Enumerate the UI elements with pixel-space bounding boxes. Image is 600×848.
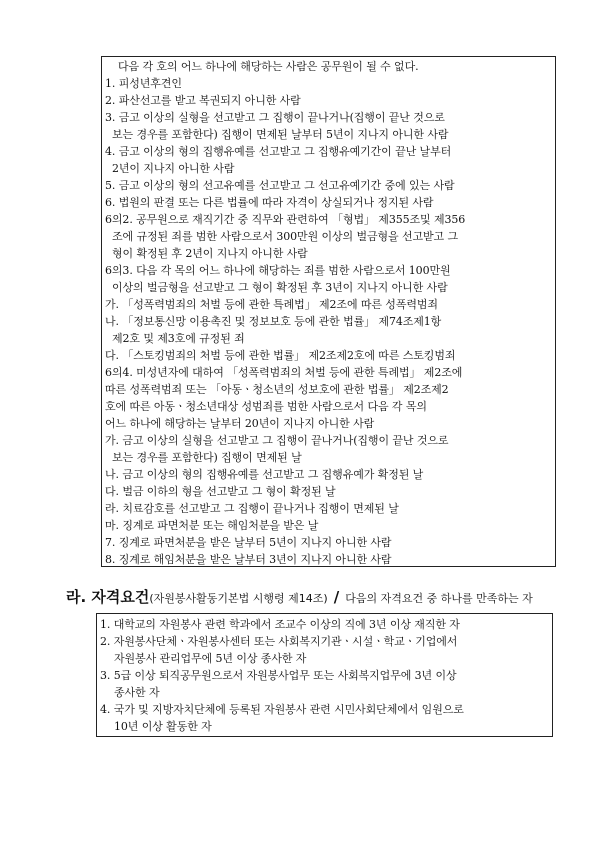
list-item: 8. 징계로 해임처분을 받은 날부터 3년이 지나지 아니한 사람: [105, 553, 392, 566]
list-item: 3. 5급 이상 퇴직공무원으로서 자원봉사업무 또는 사회복지업무에 3년 이상: [100, 669, 457, 682]
list-item: 2. 파산선고를 받고 복권되지 아니한 사람: [105, 94, 301, 107]
sub-list-item: 마. 징계로 파면처분 또는 해임처분을 받은 날: [105, 519, 319, 532]
list-item-continuation: 종사한 자: [114, 686, 160, 699]
list-item-continuation: 10년 이상 활동한 자: [114, 720, 212, 733]
list-item: 1. 대학교의 자원봉사 관련 학과에서 조교수 이상의 직에 3년 이상 재직한 자: [100, 618, 460, 631]
sub-list-item: 다. 벌금 이하의 형을 선고받고 그 형이 확정된 날: [105, 485, 336, 498]
list-item-continuation: 호에 따른 아동ㆍ청소년대상 성범죄를 범한 사람으로서 다음 각 목의: [105, 400, 427, 413]
list-item-continuation: 어느 하나에 해당하는 날부터 20년이 지나지 아니한 사람: [105, 417, 375, 430]
list-item: 4. 금고 이상의 형의 집행유예를 선고받고 그 집행유예기간이 끝난 날부터: [105, 145, 452, 158]
list-item: 6의4. 미성년자에 대하여 「성폭력범죄의 처벌 등에 관한 특례법」 제2조에: [105, 366, 463, 379]
list-item: 1. 피성년후견인: [105, 77, 182, 90]
list-item: 6의3. 다음 각 목의 어느 하나에 해당하는 죄를 범한 사람으로서 100만원: [105, 264, 451, 277]
section-heading: [66, 586, 533, 610]
box-intro-text: 다음 각 호의 어느 하나에 해당하는 사람은 공무원이 될 수 없다.: [118, 60, 419, 73]
list-item-continuation: 보는 경우를 포함한다) 집행이 면제된 날부터 5년이 지나지 아니한 사람: [112, 128, 449, 141]
list-item: 6. 법원의 판결 또는 다른 법률에 따라 자격이 상실되거나 정지된 사람: [105, 196, 434, 209]
sub-list-item: 나. 「정보통신망 이용촉진 및 정보보호 등에 관한 법률」 제74조제1항: [105, 315, 442, 328]
list-item-continuation: 이상의 벌금형을 선고받고 그 형이 확정된 후 3년이 지나지 아니한 사람: [112, 281, 448, 294]
sub-list-item: 라. 치료감호를 선고받고 그 집행이 끝나거나 집행이 면제된 날: [105, 502, 399, 515]
sub-list-item-continuation: 보는 경우를 포함한다) 집행이 면제된 날: [112, 451, 302, 464]
section-heading-description: 다음의 자격요건 중 하나를 만족하는 자: [345, 592, 533, 605]
list-item-continuation: 자원봉사 관리업무에 5년 이상 종사한 자: [114, 652, 307, 665]
sub-list-item: 가. 「성폭력범죄의 처벌 등에 관한 특례법」 제2조에 따른 성폭력범죄: [105, 298, 438, 311]
list-item: 3. 금고 이상의 실형을 선고받고 그 집행이 끝나거나(집행이 끝난 것으로: [105, 111, 445, 124]
list-item-continuation: 조에 규정된 죄를 범한 사람으로서 300만원 이상의 벌금형을 선고받고 그: [112, 230, 458, 243]
disqualification-box: [101, 56, 556, 567]
sub-list-item: 나. 금고 이상의 형의 집행유예를 선고받고 그 집행유예가 확정된 날: [105, 468, 424, 481]
sub-list-item: 가. 금고 이상의 실형을 선고받고 그 집행이 끝나거나(집행이 끝난 것으로: [105, 434, 449, 447]
section-heading-separator: /: [333, 588, 340, 606]
list-item: 4. 국가 및 지방자치단체에 등록된 자원봉사 관련 시민사회단체에서 임원으로: [100, 703, 464, 716]
list-item: 6의2. 공무원으로 재직기간 중 직무와 관련하여 「형법」 제355조및 제356: [105, 213, 466, 226]
sub-list-item-continuation: 제2호 및 제3호에 규정된 죄: [112, 332, 245, 345]
list-item-continuation: 2년이 지나지 아니한 사람: [112, 162, 235, 175]
section-heading-reference: (자원봉사활동기본법 시행령 제14조): [149, 592, 328, 605]
list-item-continuation: 따른 성폭력범죄 또는 「아동ㆍ청소년의 성보호에 관한 법률」 제2조제2: [105, 383, 449, 396]
list-item: 2. 자원봉사단체ㆍ자원봉사센터 또는 사회복지기관ㆍ시설ㆍ학교ㆍ기업에서: [100, 635, 458, 648]
list-item: 5. 금고 이상의 형의 선고유예를 선고받고 그 선고유예기간 중에 있는 사람: [105, 179, 455, 192]
sub-list-item: 다. 「스토킹범죄의 처벌 등에 관한 법률」 제2조제2호에 따른 스토킹범죄: [105, 349, 456, 362]
list-item-continuation: 형이 확정된 후 2년이 지나지 아니한 사람: [112, 247, 308, 260]
qualification-box: [96, 613, 553, 737]
list-item: 7. 징계로 파면처분을 받은 날부터 5년이 지나지 아니한 사람: [105, 536, 392, 549]
section-heading-title: 라. 자격요건: [66, 588, 150, 606]
